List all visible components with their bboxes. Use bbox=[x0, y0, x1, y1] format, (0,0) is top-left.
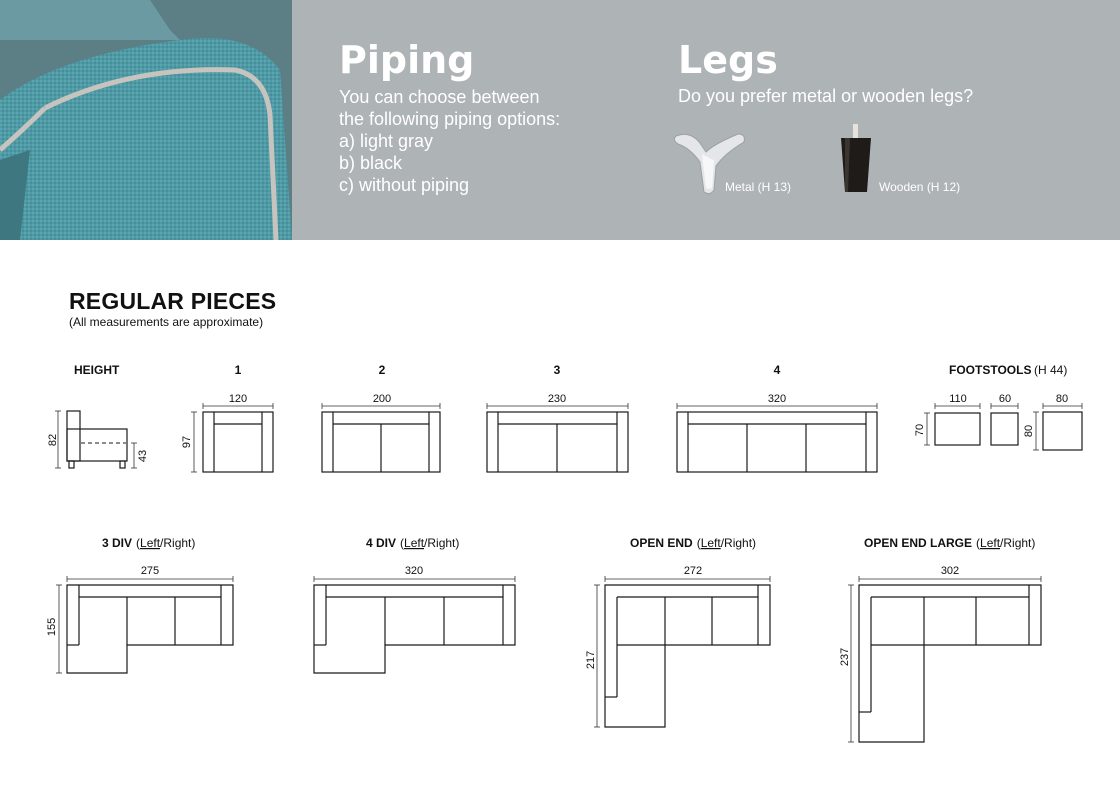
footstool-2-width: 60 bbox=[998, 393, 1012, 405]
metal-leg-caption: Metal (H 13) bbox=[725, 180, 792, 194]
legs-title: Legs bbox=[678, 38, 778, 82]
footstool-3-depth: 80 bbox=[1023, 424, 1035, 438]
piping-option-none: c) without piping bbox=[339, 175, 470, 195]
piping-options bbox=[339, 86, 560, 196]
openend-diagram bbox=[594, 576, 770, 727]
piping-option-black: b) black bbox=[339, 153, 403, 173]
div3-diagram bbox=[56, 576, 233, 673]
footstools-height-note: (H 44) bbox=[1034, 363, 1068, 377]
piping-option-light-gray: a) light gray bbox=[339, 131, 434, 151]
footstools-heading: FOOTSTOOLS bbox=[949, 363, 1032, 377]
height-seat-dim: 43 bbox=[137, 449, 149, 463]
piece-2-heading: 2 bbox=[378, 363, 386, 377]
openendlarge-diagram bbox=[848, 576, 1041, 742]
piece-2-diagram bbox=[322, 403, 440, 472]
openend-depth: 217 bbox=[585, 650, 597, 670]
legs-question: Do you prefer metal or wooden legs? bbox=[678, 86, 974, 106]
openendlarge-heading: OPEN END LARGE (Left/Right) bbox=[864, 536, 1036, 550]
footstools-diagram bbox=[924, 403, 1082, 450]
piece-2-width: 200 bbox=[372, 393, 392, 405]
div4-width: 320 bbox=[404, 565, 424, 577]
div3-depth: 155 bbox=[46, 617, 58, 637]
div3-width: 275 bbox=[140, 565, 160, 577]
piece-3-width: 230 bbox=[547, 393, 567, 405]
footstool-1-depth: 70 bbox=[914, 423, 926, 437]
piece-1-depth: 97 bbox=[181, 435, 193, 449]
div4-diagram bbox=[314, 576, 515, 673]
pieces-drawing bbox=[0, 340, 1120, 789]
piece-4-heading: 4 bbox=[773, 363, 781, 377]
piece-1-width: 120 bbox=[228, 393, 248, 405]
piping-line: You can choose between bbox=[339, 87, 540, 107]
height-total-dim: 82 bbox=[47, 433, 59, 447]
piece-1-heading: 1 bbox=[234, 363, 242, 377]
header-banner bbox=[0, 0, 1120, 240]
sofa-armrest-photo bbox=[0, 0, 292, 240]
piece-1-diagram bbox=[191, 403, 273, 472]
wooden-leg-caption: Wooden (H 12) bbox=[879, 180, 961, 194]
openendlarge-width: 302 bbox=[940, 565, 960, 577]
height-heading: HEIGHT bbox=[74, 363, 120, 377]
piece-4-diagram bbox=[677, 403, 877, 472]
section-title: REGULAR PIECES bbox=[69, 288, 277, 314]
piece-3-diagram bbox=[487, 403, 628, 472]
piece-3-heading: 3 bbox=[553, 363, 561, 377]
wooden-leg-icon bbox=[836, 124, 876, 196]
openend-width: 272 bbox=[683, 565, 703, 577]
div4-heading: 4 DIV (Left/Right) bbox=[366, 536, 460, 550]
div3-heading: 3 DIV (Left/Right) bbox=[102, 536, 196, 550]
height-profile bbox=[55, 411, 137, 468]
piping-line: the following piping options: bbox=[339, 109, 561, 129]
piece-4-width: 320 bbox=[767, 393, 787, 405]
section-note: (All measurements are approximate) bbox=[69, 315, 264, 329]
footstool-1-width: 110 bbox=[949, 393, 967, 405]
piping-title: Piping bbox=[339, 38, 475, 82]
openend-heading: OPEN END (Left/Right) bbox=[630, 536, 757, 550]
footstool-3-width: 80 bbox=[1055, 393, 1069, 405]
openendlarge-depth: 237 bbox=[839, 647, 851, 667]
